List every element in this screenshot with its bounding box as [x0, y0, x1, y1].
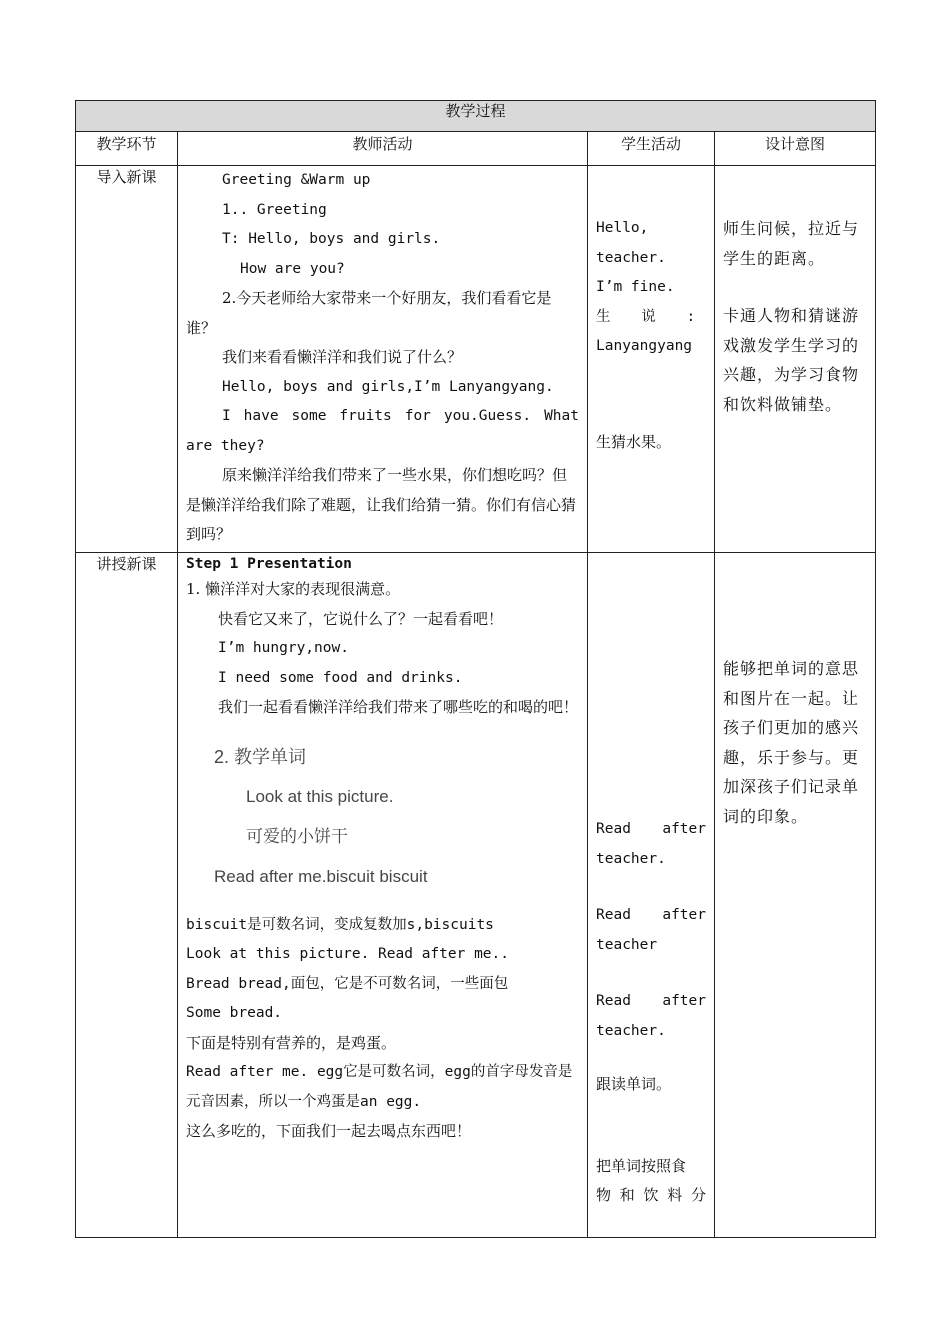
teacher-line: I need some food and drinks.	[218, 669, 463, 686]
student-line: Read after	[596, 993, 706, 1009]
section-label-intro: 导入新课	[76, 166, 178, 553]
design-intent-intro	[715, 166, 876, 553]
teacher-line: Greeting &Warm up	[222, 172, 371, 188]
design-text: 师生问候，拉近与学生的距离。	[723, 219, 860, 268]
lesson-plan-page	[75, 100, 875, 1238]
teacher-activity-teach	[178, 553, 588, 1238]
teacher-line: 原来懒洋洋给我们带来了一些水果，你们想吃吗？但是懒洋洋给我们除了难题，让我们给猜一猜。你们有信心猜到吗？	[186, 466, 577, 543]
student-line: 跟读单词。	[596, 1075, 672, 1093]
teacher-line: Look at this picture. Read after me..	[186, 946, 510, 962]
student-line: teacher.	[596, 1022, 666, 1039]
teacher-line: 这么多吃的，下面我们一起去喝点东西吧！	[186, 1122, 472, 1140]
student-line: Read after	[596, 907, 706, 923]
table-row-teach	[76, 553, 876, 1238]
teacher-line: 我们来看看懒洋洋和我们说了什么？	[222, 348, 463, 366]
student-line: Read after	[596, 821, 706, 837]
student-line: Hello,	[596, 220, 649, 236]
teaching-process-table	[75, 100, 876, 1238]
teacher-line: T: Hello, boys and girls.	[222, 231, 441, 247]
column-header-student: 学生活动	[588, 132, 715, 166]
teacher-line: Read after me. egg它是可数名词，egg的首字母发音是元音因素，所以一个鸡蛋是an egg.	[186, 1064, 573, 1110]
design-intent-teach	[715, 553, 876, 1238]
picture-line: Look at this picture.	[246, 786, 394, 806]
teacher-line: Step 1 Presentation	[186, 556, 352, 572]
student-line: teacher.	[596, 850, 666, 867]
teacher-line: Some bread.	[186, 1005, 283, 1021]
teacher-line: 下面是特别有营养的，是鸡蛋。	[186, 1033, 397, 1052]
student-line: teacher.	[596, 249, 666, 266]
column-header-teacher: 教师活动	[178, 132, 588, 166]
student-line: I’m fine.	[596, 279, 675, 295]
teacher-line: I’m hungry,now.	[218, 640, 349, 656]
teacher-line: I have some fruits for you.Guess. What are they?	[186, 408, 579, 454]
student-line: Lanyangyang	[596, 338, 693, 354]
teacher-line: Hello, boys and girls,I’m Lanyangyang.	[222, 378, 554, 395]
design-text: 能够把单词的意思和图片在一起。让孩子们更加的感兴趣，乐于参与。更加深孩子们记录单词的印象。	[723, 659, 860, 826]
picture-line: 可爱的小饼干	[246, 826, 348, 846]
table-title: 教学过程	[76, 101, 876, 132]
student-line: 物和饮料分	[596, 1186, 706, 1204]
picture-line: Read after me.biscuit biscuit	[214, 866, 428, 886]
teacher-line: 1.. Greeting	[222, 201, 327, 218]
student-line: 把单词按照食	[596, 1156, 687, 1175]
student-activity-intro	[588, 166, 715, 553]
vocabulary-slide-image	[214, 737, 579, 897]
section-label-teach: 讲授新课	[76, 553, 178, 1238]
teacher-line: Bread bread,面包，它是不可数名词，一些面包	[186, 975, 509, 992]
student-activity-teach	[588, 553, 715, 1238]
teacher-activity-intro	[178, 166, 588, 553]
column-header-section: 教学环节	[76, 132, 178, 166]
student-line: 生 说 :	[596, 308, 696, 325]
student-line: 生猜水果。	[596, 432, 672, 451]
teacher-line: 我们一起看看懒洋洋给我们带来了哪些吃的和喝的吧！	[218, 698, 579, 716]
student-line: teacher	[596, 936, 658, 953]
table-row-intro	[76, 166, 876, 553]
teacher-line: 1. 懒洋洋对大家的表现很满意。	[186, 580, 401, 598]
design-text: 卡通人物和猜谜游戏激发学生学习的兴趣，为学习食物和饮料做铺垫。	[723, 306, 860, 414]
column-header-design: 设计意图	[715, 132, 876, 166]
teacher-line: biscuit是可数名词，变成复数加s,biscuits	[186, 916, 494, 933]
teacher-line: 快看它又来了，它说什么了？一起看看吧！	[218, 609, 504, 628]
picture-line: 2. 教学单词	[214, 746, 307, 767]
teacher-line: 2.今天老师给大家带来一个好朋友，我们看看它是谁？	[186, 289, 552, 337]
teacher-line: How are you?	[240, 260, 345, 277]
